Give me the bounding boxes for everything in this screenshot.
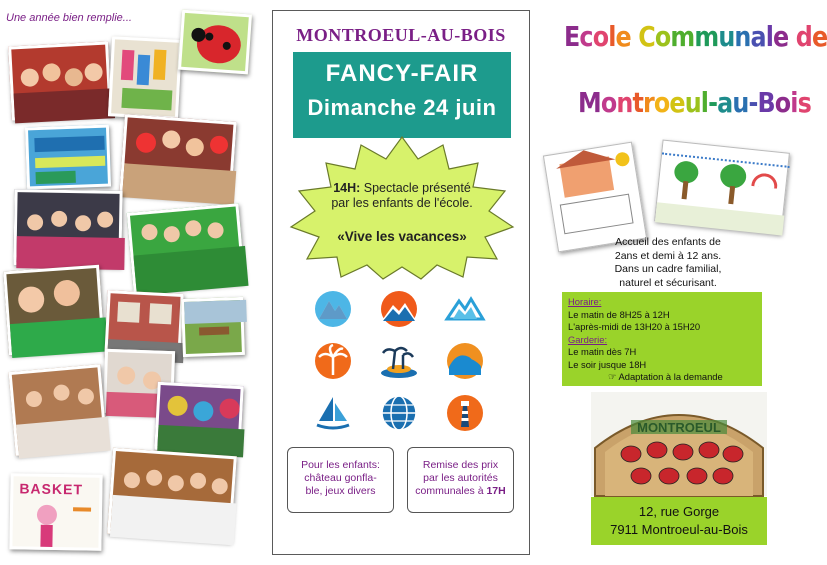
welcome-line1: Accueil des enfants de	[615, 236, 721, 248]
photo-carnival	[154, 382, 243, 454]
address-box	[591, 497, 767, 545]
hours-line2: L'après-midi de 13H20 à 15H20	[568, 321, 701, 332]
school-title-letter: -	[748, 86, 758, 119]
prizes-time: 17H	[486, 485, 506, 497]
mountain-icon	[313, 289, 353, 329]
hours-box	[562, 292, 762, 386]
school-title-letter: d	[795, 20, 812, 53]
school-title-letter: C	[638, 20, 655, 53]
fancy-fair-panel	[272, 10, 530, 555]
school-title-letter: o	[592, 20, 609, 53]
school-title-letter: B	[757, 86, 775, 119]
address-city: 7911 Montroeul-au-Bois	[610, 522, 748, 537]
school-title-letter: l	[700, 86, 709, 119]
school-title-letter: a	[750, 20, 766, 53]
school-sign-photo	[591, 392, 767, 496]
school-title-letter: t	[632, 86, 643, 119]
fair-title: FANCY-FAIR	[325, 60, 479, 87]
school-title-letter: E	[564, 20, 580, 53]
sailboat-icon	[313, 393, 353, 433]
child-drawing-trees	[654, 140, 790, 235]
sign-text: MONTROEUL	[637, 420, 721, 435]
photo-kids-closeup	[3, 265, 105, 355]
photo-classroom-children	[8, 41, 112, 120]
spectacle-time: 14H:	[333, 181, 361, 195]
school-title-letter	[788, 20, 795, 53]
peaks-icon	[445, 289, 485, 329]
photo-basket-drawing	[9, 473, 102, 551]
prizes-box	[407, 447, 514, 513]
hours-line4: Le soir jusque 18H	[568, 358, 647, 370]
photo-ladybug	[178, 10, 252, 75]
photo-table-lunch	[119, 114, 236, 202]
globe-icon	[379, 393, 419, 433]
basket-title: BASKET	[19, 480, 84, 498]
school-title-letter: u	[732, 86, 749, 119]
photo-blue-poster	[25, 125, 111, 190]
welcome-text	[568, 236, 768, 290]
spectacle-text	[303, 181, 501, 211]
school-title-letter: n	[616, 86, 633, 119]
school-title-letter: m	[694, 20, 719, 53]
welcome-line2: 2ans et demi à 12 ans.	[614, 249, 722, 262]
school-title-letter: u	[718, 20, 735, 53]
welcome-line4: naturel et sécurisant.	[619, 276, 717, 289]
school-title-letter: e	[811, 20, 827, 53]
island-icon	[379, 341, 419, 381]
school-sign-illustration	[591, 392, 767, 496]
school-title-letter: M	[578, 86, 601, 119]
sun-mountain-icon	[379, 289, 419, 329]
vacation-icons-grid	[313, 289, 493, 437]
photo-classroom-tables	[9, 364, 108, 456]
children-line2: château gonfla-	[304, 472, 377, 484]
prizes-line1: Remise des prix	[422, 459, 499, 471]
school-title-letter: m	[670, 20, 695, 53]
photo-playground	[181, 297, 245, 357]
hours-line1: Le matin de 8H25 à 12H	[568, 308, 670, 320]
photo-group-white	[107, 448, 237, 542]
school-title-letter: a	[717, 86, 733, 119]
school-title-letter: o	[600, 86, 617, 119]
palm-icon	[313, 341, 353, 381]
prizes-line2: par les autorités	[423, 472, 498, 484]
school-title-letter: s	[797, 86, 811, 119]
school-title-letter: e	[773, 20, 789, 53]
photo-kids-drawings	[108, 36, 182, 120]
welcome-line3: Dans un cadre familial,	[614, 263, 722, 275]
prizes-line3: communales à	[415, 485, 487, 497]
garderie-header: Garderie:	[568, 333, 608, 345]
school-title-line1	[564, 20, 827, 53]
hours-line5: ☞ Adaptation à la demande	[608, 371, 723, 382]
lighthouse-icon	[445, 393, 485, 433]
photo-green-tshirts	[127, 203, 246, 292]
school-title-letter: r	[642, 86, 654, 119]
school-title-letter: l	[765, 20, 774, 53]
school-title-letter: -	[708, 86, 718, 119]
school-title-letter: o	[774, 86, 791, 119]
school-title-letter: e	[669, 86, 685, 119]
school-title-letter: o	[654, 20, 671, 53]
town-title: MONTROEUL-AU-BOIS	[296, 25, 506, 45]
school-info-panel	[540, 0, 827, 565]
photo-collage-panel	[0, 0, 262, 565]
school-title-letter: c	[579, 20, 593, 53]
children-line1: Pour les enfants:	[301, 459, 380, 471]
school-title-line2	[578, 86, 811, 119]
children-activities-box	[287, 447, 394, 513]
fancy-fair-banner	[293, 52, 511, 138]
collage-caption: Une année bien remplie...	[6, 12, 132, 24]
school-title-letter: e	[615, 20, 631, 53]
photo-group-dark	[13, 189, 122, 267]
spectacle-line1: Spectacle présenté	[360, 181, 471, 195]
fair-date: Dimanche 24 juin	[307, 95, 497, 120]
wave-icon	[445, 341, 485, 381]
spectacle-motto: «Vive les vacances»	[337, 229, 467, 244]
horaire-header: Horaire:	[568, 296, 602, 307]
school-title-letter: l	[608, 20, 616, 53]
address-street: 12, rue Gorge	[638, 504, 720, 519]
school-title-letter: n	[734, 20, 751, 53]
spectacle-line2: par les enfants de l'école.	[331, 196, 473, 210]
school-title-letter: i	[790, 86, 798, 119]
hours-line3: Le matin dès 7H	[568, 346, 637, 357]
school-title-letter: o	[653, 86, 670, 119]
school-title-letter: u	[684, 86, 701, 119]
children-line3: ble, jeux divers	[305, 485, 376, 497]
